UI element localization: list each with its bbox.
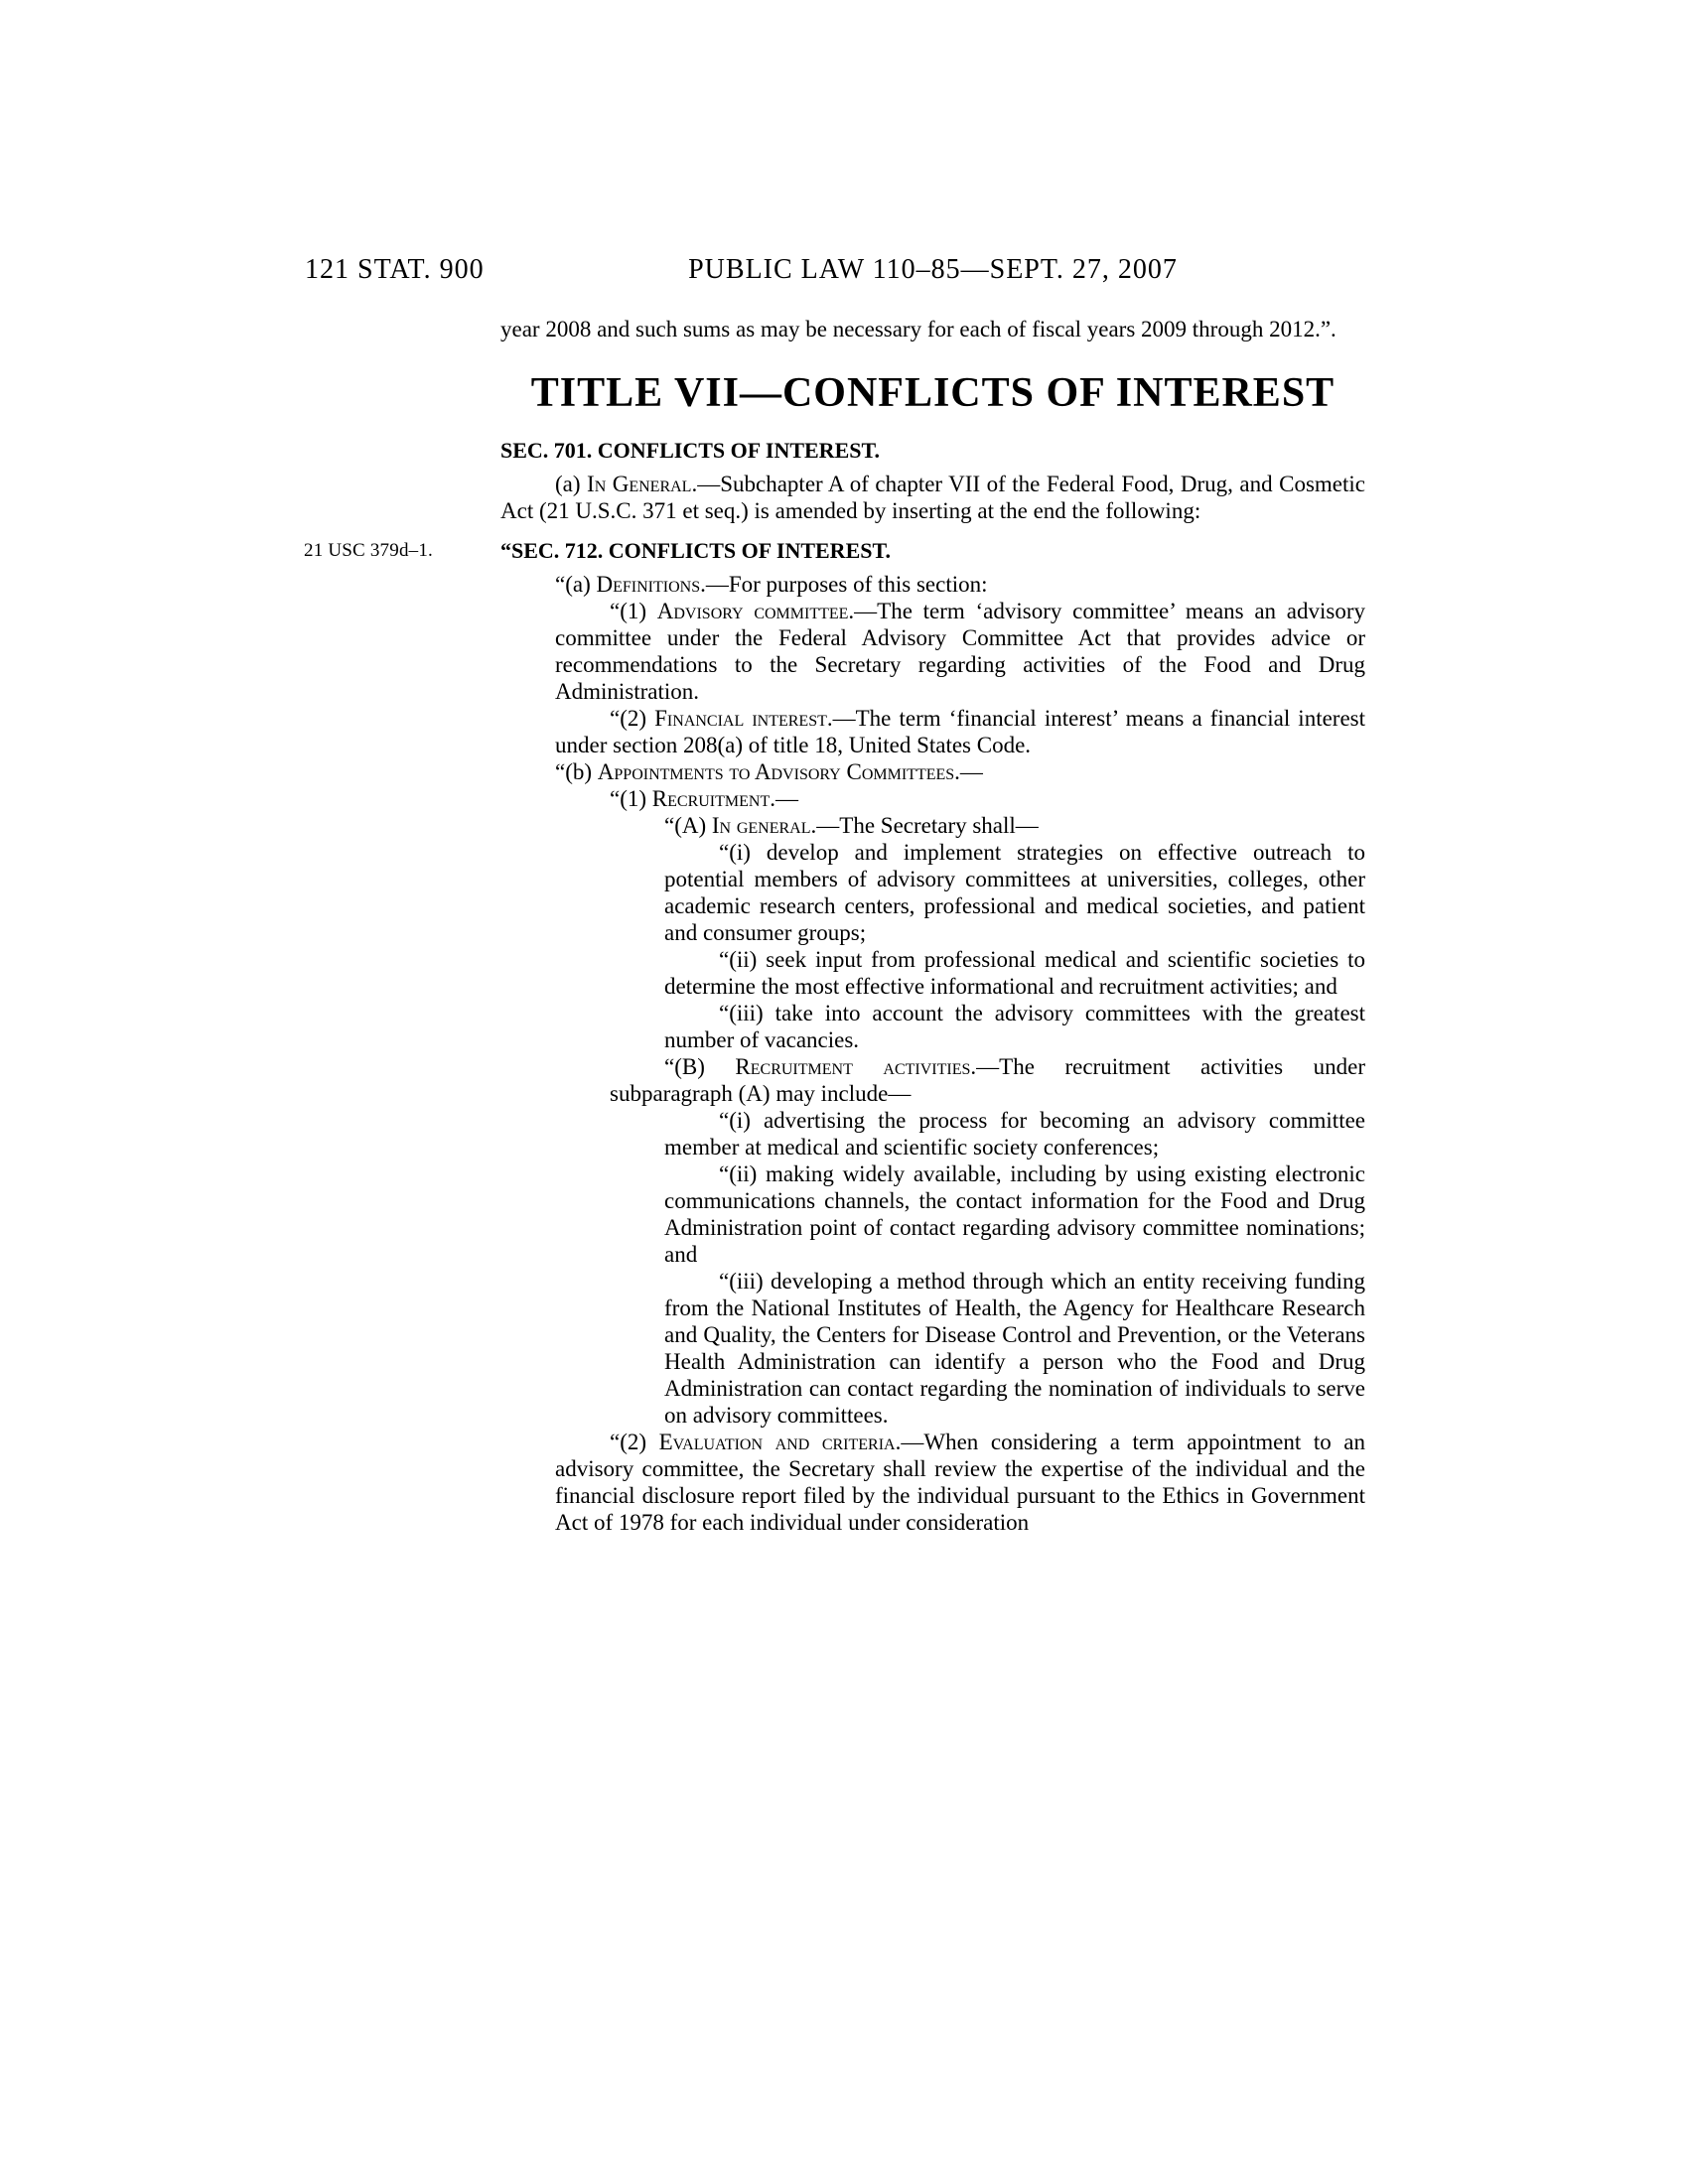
text-segment: “(iii) developing a method through which an entity receiving funding from the National Institutes of Health, the Agency for Healthcare Research and Quality, the Centers for Disease Control and Prevention, or the Veterans Health Administration can identify a person who the Food and Drug Administration can contact regarding the nomination of individuals to serve on advisory committees. xyxy=(664,1269,1365,1428)
text-segment: .—For purposes of this section: xyxy=(700,572,988,597)
text-segment: .— xyxy=(770,786,798,811)
paragraph-list xyxy=(304,316,1365,1536)
para-712-a-2-financial-interest xyxy=(555,705,1365,758)
text-segment: “(iii) take into account the advisory committees with the greatest number of vacancies. xyxy=(664,1001,1365,1052)
text-segment: SEC. 701. CONFLICTS OF INTEREST. xyxy=(500,438,881,463)
text-segment: .—Subchapter A of chapter VII of the Federal Food, Drug, and Cosmetic Act (21 U.S.C. 371 et seq.) is amended by inserting at the end the following: xyxy=(500,472,1365,523)
small-caps-text-segment: Appointments to Advisory Committees xyxy=(597,759,955,784)
para-712-a-1-advisory-committee xyxy=(555,598,1365,705)
para-712-a-definitions xyxy=(500,571,1365,598)
text-segment: “(2) xyxy=(610,706,655,731)
para-712-b-1-A-ii xyxy=(664,946,1365,1000)
small-caps-text-segment: Evaluation and criteria xyxy=(658,1430,896,1454)
text-segment: .—The term ‘financial interest’ means a financial interest under section 208(a) of title 18, United States Code. xyxy=(555,706,1365,757)
para-712-b-1-B-iii xyxy=(664,1268,1365,1429)
text-segment: “(ii) seek input from professional medical and scientific societies to determine the most effective informational and recruitment activities; and xyxy=(664,947,1365,999)
small-caps-text-segment: In general xyxy=(711,813,811,838)
public-law-header: PUBLIC LAW 110–85—SEPT. 27, 2007 xyxy=(688,254,1178,285)
text-segment: “(ii) making widely available, including by using existing electronic communications channels, the contact information for the Food and Drug Administration point of contact regarding advisory committee nominations; and xyxy=(664,1161,1365,1267)
text-segment: “(B) xyxy=(664,1054,736,1079)
text-segment: (a) xyxy=(555,472,588,496)
text-segment: “SEC. 712. CONFLICTS OF INTEREST. xyxy=(500,538,892,563)
small-caps-text-segment: Recruitment xyxy=(651,786,771,811)
stat-page-number: 121 STAT. 900 xyxy=(305,254,485,285)
text-segment: “(b) xyxy=(555,759,598,784)
text-segment: .— xyxy=(954,759,983,784)
text-segment: .—When considering a term appointment to an advisory committee, the Secretary shall review the expertise of the individual and the financial disclosure report filed by the individual pursuant to the Ethics in Government Act of 1978 for each individual under consideration xyxy=(555,1430,1365,1535)
para-712-b-1-A-i xyxy=(664,839,1365,946)
para-712-b-appointments xyxy=(500,758,1365,785)
small-caps-text-segment: Advisory committee xyxy=(656,599,849,623)
text-segment: .—The Secretary shall— xyxy=(810,813,1039,838)
text-segment: year 2008 and such sums as may be necessary for each of fiscal years 2009 through 2012.”. xyxy=(500,317,1336,341)
text-segment: “(a) xyxy=(555,572,597,597)
para-712-b-1-A-iii xyxy=(664,1000,1365,1053)
text-segment: “(1) xyxy=(610,786,652,811)
small-caps-text-segment: In General xyxy=(587,472,692,496)
uscode-margin-note: 21 USC 379d–1. xyxy=(304,540,434,561)
text-segment: “(i) develop and implement strategies on effective outreach to potential members of advisory committees at universities, colleges, other academic research centers, professional and medical societies, and patient and consumer groups; xyxy=(664,840,1365,945)
para-712-b-1-B-ii xyxy=(664,1160,1365,1268)
text-segment: .—The term ‘advisory committee’ means an advisory committee under the Federal Advisory Committee Act that provides advice or recommendations to the Secretary regarding activities of the Food and Drug Administration. xyxy=(555,599,1365,704)
sec-701-heading xyxy=(500,436,1365,466)
text-segment: “(i) advertising the process for becoming an advisory committee member at medical and scientific society conferences; xyxy=(664,1108,1365,1160)
text-segment: “(2) xyxy=(610,1430,659,1454)
para-712-b-1-A-in-general xyxy=(610,812,1365,839)
small-caps-text-segment: Definitions xyxy=(596,572,701,597)
text-segment: “(1) xyxy=(610,599,657,623)
small-caps-text-segment: Recruitment activities xyxy=(735,1054,971,1079)
para-continuation-appropriations xyxy=(500,316,1365,342)
text-segment: .—The recruitment activities under subparagraph (A) may include— xyxy=(610,1054,1365,1106)
text-segment: “(A) xyxy=(664,813,712,838)
text-segment: TITLE VII—CONFLICTS OF INTEREST xyxy=(530,370,1336,416)
para-712-b-1-B-recruitment-activities xyxy=(610,1053,1365,1107)
para-712-b-1-B-i xyxy=(664,1107,1365,1160)
para-712-b-1-recruitment xyxy=(555,785,1365,812)
small-caps-text-segment: Financial interest xyxy=(654,706,827,731)
para-701-a-in-general xyxy=(500,471,1365,524)
statute-text-column xyxy=(304,316,1365,1536)
title-vii-heading xyxy=(500,368,1365,418)
para-712-b-2-evaluation-and-criteria xyxy=(555,1429,1365,1536)
sec-712-heading xyxy=(304,536,1365,566)
